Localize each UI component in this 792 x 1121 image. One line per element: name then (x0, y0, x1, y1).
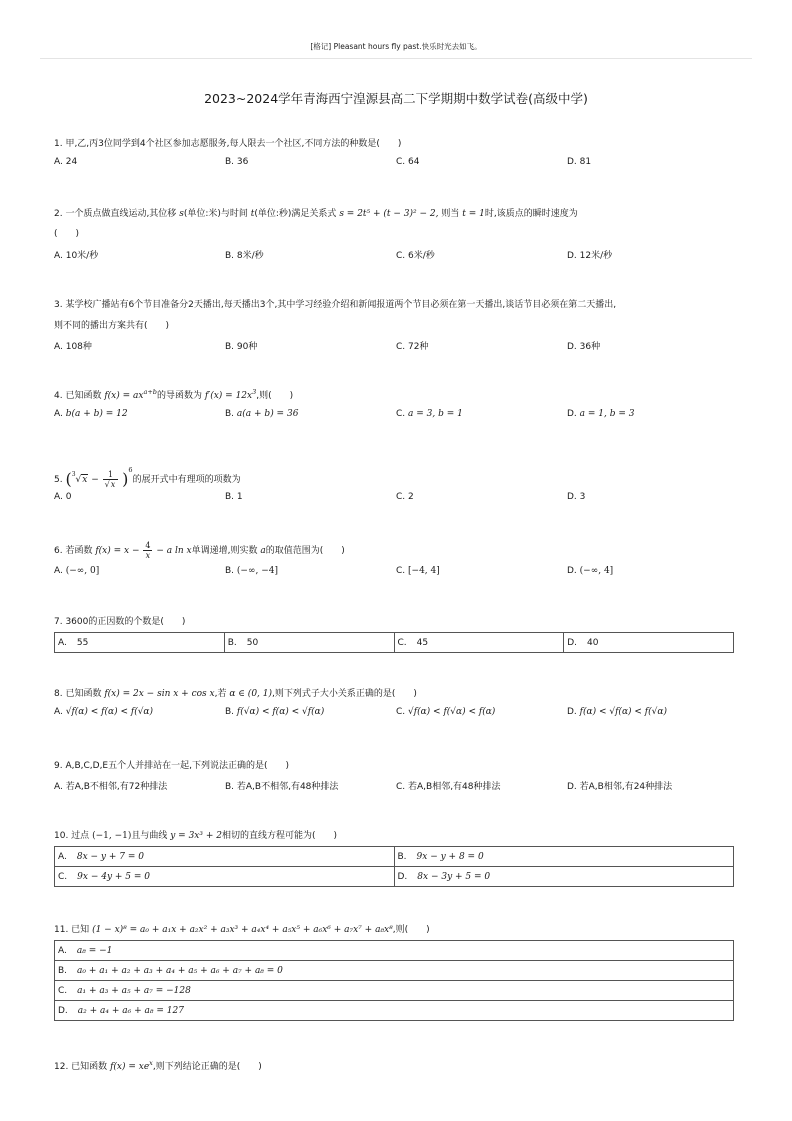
header-note: [格记] Pleasant hours fly past.快乐时光去如飞。 (310, 42, 482, 51)
option-d[interactable]: D. 12米/秒 (567, 251, 613, 261)
question-10-options (54, 846, 734, 887)
option-b[interactable]: B. f(√α) < f(α) < √f(α) (225, 707, 325, 717)
option-d[interactable]: D. a = 1, b = 3 (567, 409, 635, 419)
question-10: 10. 过点 (−1, −1)且与曲线 y = 3x³ + 2相切的直线方程可能为( ) (54, 831, 338, 841)
question-9: 9. A,B,C,D,E五个人并排站在一起,下列说法正确的是( ) (54, 761, 290, 771)
question-3-line2: 则不同的播出方案共有( ) (54, 321, 170, 331)
question-2: 2. 一个质点做直线运动,其位移 s(单位:米)与时间 t(单位:秒)满足关系式 s = 2t⁵ + (t − 3)² − 2, 则当 t = 1时,该质点的瞬时速度为 (54, 209, 578, 219)
option-d[interactable]: D. (−∞, 4] (567, 566, 614, 576)
question-7-options (54, 632, 734, 653)
question-4: 4. 已知函数 $f(x) = ax^{a+b}$的导函数为 $f'(x) = 12x^3$,则( ) (54, 388, 294, 401)
question-12: 12. 已知函数 $f(x) = xe^x$,则下列结论正确的是( ) (54, 1059, 262, 1072)
option-b[interactable]: B. a(a + b) = 36 (225, 409, 299, 419)
option-b[interactable]: B. 若A,B不相邻,有48种排法 (225, 782, 339, 792)
question-2-options (54, 248, 744, 262)
option-c[interactable]: C. a₁ + a₃ + a₅ + a₇ = −128 (55, 981, 734, 1001)
option-d[interactable]: D. f(α) < √f(α) < f(√α) (567, 707, 667, 717)
option-b[interactable]: B. 50 (224, 633, 394, 653)
question-9-options (54, 779, 744, 793)
option-c[interactable]: C. 72种 (396, 342, 429, 352)
option-c[interactable]: C. 2 (396, 492, 414, 502)
question-1-options (54, 157, 744, 171)
question-7: 7. 3600的正因数的个数是( ) (54, 617, 186, 627)
option-a[interactable]: A. a₈ = −1 (55, 941, 734, 961)
question-5-options (54, 492, 744, 506)
option-b[interactable]: B. 90种 (225, 342, 258, 352)
option-a[interactable]: A. 24 (54, 157, 78, 167)
question-8-options (54, 707, 744, 721)
question-6: 6. 若函数 f(x) = x − $\frac{4}{x}$ − a ln x单调递增,则实数 a的取值范围为( ) (54, 541, 345, 560)
option-d[interactable]: D. 40 (564, 633, 734, 653)
option-c[interactable]: C. 9x − 4y + 5 = 0 (55, 867, 395, 887)
option-a[interactable]: A. 0 (54, 492, 72, 502)
question-3-options (54, 339, 744, 353)
option-a[interactable]: A. 8x − y + 7 = 0 (55, 847, 395, 867)
question-11-options (54, 940, 734, 1021)
option-c[interactable]: C. [−4, 4] (396, 566, 440, 576)
question-5: 5. ($^3$√x − $\frac{1}{√x}$ )$^6$的展开式中有理项的项数为 (54, 466, 241, 489)
question-1: 1. 甲,乙,丙3位同学到4个社区参加志愿服务,每人限去一个社区,不同方法的种数是( ) (54, 139, 402, 149)
option-c[interactable]: C. 64 (396, 157, 420, 167)
option-d[interactable]: D. 8x − 3y + 5 = 0 (394, 867, 734, 887)
option-a[interactable]: A. (−∞, 0] (54, 566, 100, 576)
question-8: 8. 已知函数 f(x) = 2x − sin x + cos x,若 α ∈ (0, 1),则下列式子大小关系正确的是( ) (54, 689, 417, 699)
question-11: 11. 已知 (1 − x)⁸ = a₀ + a₁x + a₂x² + a₃x³ + a₄x⁴ + a₅x⁵ + a₆x⁶ + a₇x⁷ + a₈x⁸,则( ) (54, 925, 430, 935)
page-title: 2023~2024学年青海西宁湟源县高二下学期期中数学试卷(高级中学) (204, 91, 588, 106)
q6-fraction: $\frac{4}{x}$ (145, 541, 151, 560)
option-b[interactable]: B. (−∞, −4] (225, 566, 278, 576)
option-d[interactable]: D. a₂ + a₄ + a₆ + a₈ = 127 (55, 1001, 734, 1021)
option-a[interactable]: A. √f(α) < f(α) < f(√α) (54, 707, 154, 717)
option-d[interactable]: D. 若A,B相邻,有24种排法 (567, 782, 673, 792)
option-a[interactable]: A. b(a + b) = 12 (54, 409, 128, 419)
option-d[interactable]: D. 36种 (567, 342, 601, 352)
option-b[interactable]: B. 8米/秒 (225, 251, 264, 261)
option-b[interactable]: B. 1 (225, 492, 243, 502)
option-b[interactable]: B. 36 (225, 157, 249, 167)
option-c[interactable]: C. 45 (394, 633, 564, 653)
option-a[interactable]: A. 108种 (54, 342, 92, 352)
question-3: 3. 某学校广播站有6个节目准备分2天播出,每天播出3个,其中学习经验介绍和新闻报道两个节目必须在第一天播出,谈话节目必须在第二天播出, (54, 300, 617, 310)
option-d[interactable]: D. 3 (567, 492, 586, 502)
option-a[interactable]: A. 10米/秒 (54, 251, 99, 261)
option-d[interactable]: D. 81 (567, 157, 592, 167)
option-b[interactable]: B. 9x − y + 8 = 0 (394, 847, 734, 867)
option-c[interactable]: C. a = 3, b = 1 (396, 409, 463, 419)
q5-fraction: $\frac{1}{√x}$ (103, 470, 119, 489)
option-c[interactable]: C. 若A,B相邻,有48种排法 (396, 782, 501, 792)
option-b[interactable]: B. a₀ + a₁ + a₂ + a₃ + a₄ + a₅ + a₆ + a₇ + a₈ = 0 (55, 961, 734, 981)
option-c[interactable]: C. √f(α) < f(√α) < f(α) (396, 707, 496, 717)
question-6-options (54, 566, 744, 580)
option-a[interactable]: A. 55 (55, 633, 225, 653)
q2-formula: s = 2t⁵ + (t − 3)² − 2, (339, 209, 439, 219)
header-divider (40, 58, 752, 59)
option-a[interactable]: A. 若A,B不相邻,有72种排法 (54, 782, 168, 792)
question-4-options (54, 409, 744, 423)
option-c[interactable]: C. 6米/秒 (396, 251, 435, 261)
question-2-blank: ( ) (54, 229, 80, 239)
